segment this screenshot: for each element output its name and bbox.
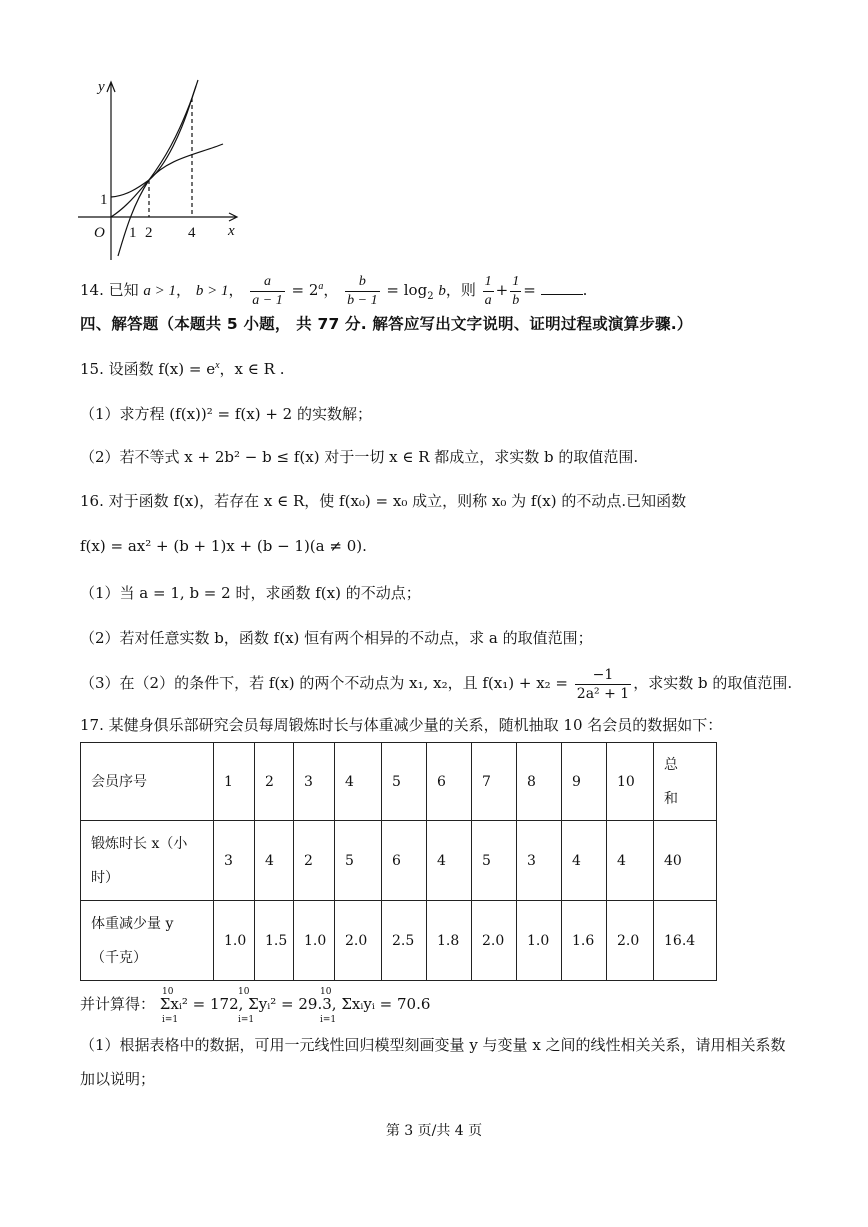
table-cell-value: 1.0 (224, 932, 247, 949)
table-cell-value: 4 (345, 773, 354, 790)
calc-line (80, 993, 430, 1015)
table-cell (472, 743, 517, 821)
sum-upper-1: 10 (162, 987, 174, 997)
table-cell-value: 2 (265, 773, 274, 790)
q15-stem-text: 15. 设函数 f(x) = e (80, 360, 216, 378)
q14-fraction-1a: $\frac{1}{a}$ (484, 273, 492, 308)
question-17-stem: 17. 某健身俱乐部研究会员每周锻炼时长与体重减少量的关系，随机抽取 10 名会员的数据如下： (80, 716, 723, 734)
table-cell-value: 5 (392, 773, 401, 790)
function-graph (78, 76, 248, 262)
sum-lower-1: i=1 (162, 1015, 179, 1025)
table-cell (382, 821, 427, 901)
table-cell-value: 4 (437, 852, 446, 869)
data-table (80, 742, 717, 981)
y-axis-label: y (98, 79, 105, 95)
table-total-cell (654, 901, 717, 981)
x-tick-2: 2 (145, 225, 153, 241)
table-cell-value: 10 (617, 773, 635, 790)
q16-p3-end: ，求实数 b 的取值范围. (633, 674, 793, 692)
table-cell-value: 5 (482, 852, 491, 869)
question-16-stem-2: f(x) = ax² + (b + 1)x + (b − 1)(a ≠ 0). (80, 537, 367, 555)
sum-upper-3: 10 (320, 987, 332, 997)
calc-values: Σxᵢ² = 172, Σyᵢ² = 29.3, Σxᵢyᵢ = 70.6 (159, 995, 431, 1013)
table-row-label-text: （千克） (91, 949, 147, 966)
q14-cond-a: a > 1 (143, 283, 177, 299)
page-footer: 第 3 页/共 4 页 (385, 1123, 483, 1139)
table-cell (517, 901, 562, 981)
table-cell (517, 821, 562, 901)
table-total-cell-text: 40 (664, 852, 682, 869)
table-cell-value: 1.0 (527, 932, 550, 949)
table-total-cell (654, 821, 717, 901)
q14-log-base: 2 (427, 291, 434, 302)
table-cell-value: 5 (345, 852, 354, 869)
table-cell (214, 901, 255, 981)
q14-fraction-b: $\frac{b}{b - 1}$ (347, 273, 378, 308)
table-row (81, 821, 717, 901)
table-cell (255, 743, 294, 821)
q14-eq3: = (523, 281, 536, 299)
table-cell-value: 2 (304, 852, 313, 869)
table-cell (382, 743, 427, 821)
table-row-label (81, 743, 214, 821)
table-cell-value: 6 (392, 852, 401, 869)
x-tick-4: 4 (188, 225, 196, 241)
table-row-label-text: 时） (91, 869, 119, 886)
table-row-label-text: 会员序号 (91, 773, 147, 790)
table-cell-value: 1.8 (437, 932, 460, 949)
table-cell-value: 4 (617, 852, 626, 869)
question-16-part-3 (80, 658, 792, 708)
q15-stem-end: ，x ∈ R . (219, 360, 285, 378)
table-cell (335, 901, 382, 981)
q14-then: ，则 (445, 281, 476, 299)
x-axis-label: x (228, 223, 235, 239)
table-cell-value: 6 (437, 773, 446, 790)
x-tick-1: 1 (129, 225, 137, 241)
question-17-part-1-line-1: （1）根据表格中的数据，可用一元线性回归模型刻画变量 y 与变量 x 之间的线性相关关系，请用相关系数 (80, 1036, 786, 1054)
table-cell (255, 821, 294, 901)
q14-log-arg: b (438, 283, 446, 299)
table-cell (294, 821, 335, 901)
table-cell (294, 901, 335, 981)
table-total-cell (654, 743, 717, 821)
table-cell-value: 7 (482, 773, 491, 790)
calc-label: 并计算得： (80, 995, 156, 1013)
question-15-part-1: （1）求方程 (f(x))² = f(x) + 2 的实数解； (80, 405, 372, 423)
table-cell-value: 4 (265, 852, 274, 869)
table-row-label-text: 锻炼时长 x（小 (91, 835, 188, 852)
q16-p3-text: （3）在（2）的条件下，若 f(x) 的两个不动点为 x₁, x₂，且 f(x₁) + x₂ = (80, 674, 569, 692)
table-cell (294, 743, 335, 821)
table-cell (472, 821, 517, 901)
table-cell-value: 8 (527, 773, 536, 790)
table-row-label (81, 901, 214, 981)
q14-fraction-a: $\frac{a}{a - 1}$ (252, 273, 283, 308)
table-cell (427, 821, 472, 901)
table-total-cell-text: 和 (664, 790, 678, 807)
table-cell (335, 821, 382, 901)
sum-lower-2: i=1 (238, 1015, 255, 1025)
table-cell (427, 743, 472, 821)
origin-label: O (94, 225, 105, 241)
table-cell (562, 901, 607, 981)
table-cell (607, 901, 654, 981)
q14-fraction-1b: $\frac{1}{b}$ (512, 273, 520, 308)
table-cell-value: 4 (572, 852, 581, 869)
question-16-stem-1: 16. 对于函数 f(x)，若存在 x ∈ R，使 f(x₀) = x₀ 成立，则称 x₀ 为 f(x) 的不动点.已知函数 (80, 492, 687, 510)
question-15-part-2: （2）若不等式 x + 2b² − b ≤ f(x) 对于一切 x ∈ R 都成立，求实数 b 的取值范围. (80, 448, 639, 466)
table-cell-value: 2.0 (617, 932, 640, 949)
table-cell (214, 743, 255, 821)
table-cell (562, 821, 607, 901)
question-15-stem (80, 355, 284, 380)
q14-cond-b: b > 1 (195, 283, 229, 299)
q14-sep: ， (228, 281, 244, 299)
table-cell-value: 1.5 (265, 932, 288, 949)
table-cell-value: 1 (224, 773, 233, 790)
table-cell (335, 743, 382, 821)
table-cell-value: 1.0 (304, 932, 327, 949)
table-row-label-text: 体重减少量 y (91, 915, 174, 932)
q14-sep: ， (323, 281, 339, 299)
table-cell (562, 743, 607, 821)
y-tick-1: 1 (100, 192, 108, 208)
q14-eq1: = 2 (291, 281, 319, 299)
table-cell-value: 3 (224, 852, 233, 869)
q15-exp: x (215, 360, 220, 371)
table-cell (472, 901, 517, 981)
table-cell (607, 821, 654, 901)
table-cell-value: 3 (304, 773, 313, 790)
table-total-cell-text: 总 (664, 756, 678, 773)
sum-upper-2: 10 (238, 987, 250, 997)
table-cell (382, 901, 427, 981)
question-16-part-1: （1）当 a = 1, b = 2 时，求函数 f(x) 的不动点； (80, 584, 421, 602)
section-4-heading: 四、解答题（本题共 5 小题， 共 77 分. 解答应写出文字说明、证明过程或演算步骤.） (80, 315, 693, 333)
sum-lower-3: i=1 (320, 1015, 337, 1025)
q14-answer-blank (541, 280, 583, 295)
table-cell (255, 901, 294, 981)
table-cell (517, 743, 562, 821)
table-cell (607, 743, 654, 821)
q14-exp-a: a (318, 281, 324, 292)
table-total-cell-text: 16.4 (664, 932, 696, 949)
curve-exp (111, 80, 198, 197)
q14-end: . (582, 281, 588, 299)
table-cell-value: 2.0 (345, 932, 368, 949)
curve-power (111, 86, 196, 217)
table-row-label (81, 821, 214, 901)
table-cell-value: 2.5 (392, 932, 415, 949)
table-cell (214, 821, 255, 901)
question-16-part-2: （2）若对任意实数 b，函数 f(x) 恒有两个相异的不动点，求 a 的取值范围； (80, 629, 593, 647)
table-row (81, 901, 717, 981)
q14-plus: + (495, 281, 509, 299)
question-17-part-1-line-2: 加以说明； (80, 1070, 156, 1088)
q14-eq2: = log (386, 281, 428, 299)
table-cell-value: 3 (527, 852, 536, 869)
question-14 (80, 265, 587, 319)
q16-p3-fraction: $\frac{-1}{\text{2a² + 1}}$ (576, 666, 630, 702)
q14-sep: ， (176, 281, 192, 299)
q14-number: 14. 已知 (80, 281, 139, 299)
table-cell-value: 1.6 (572, 932, 595, 949)
table-cell-value: 9 (572, 773, 581, 790)
table-row (81, 743, 717, 821)
table-cell (427, 901, 472, 981)
table-cell-value: 2.0 (482, 932, 505, 949)
